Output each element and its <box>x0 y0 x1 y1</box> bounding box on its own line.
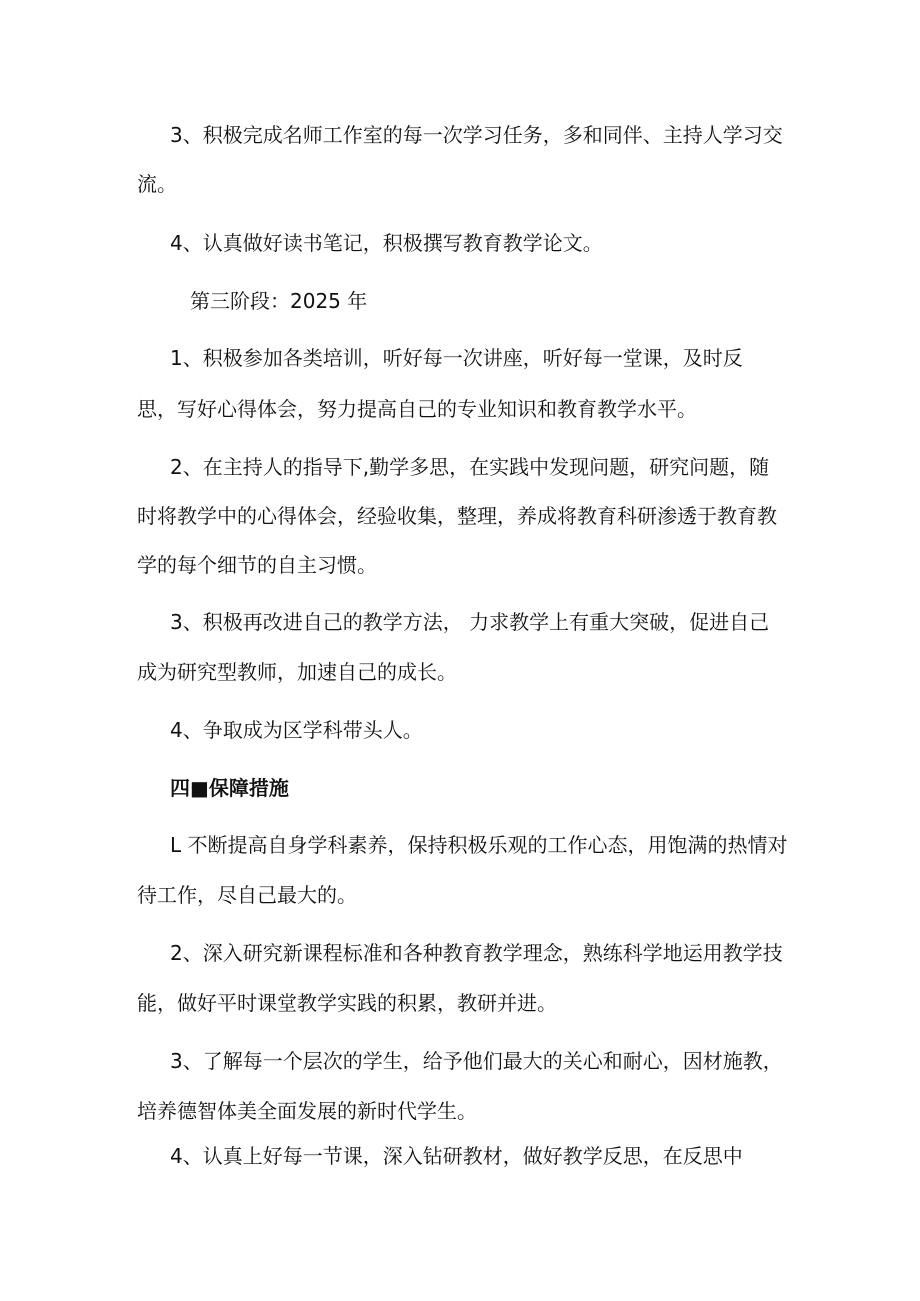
text-line: 3、积极完成名师工作室的每一次学习任务，多和同伴、主持人学习交 <box>170 123 783 147</box>
text-line: 思，写好心得体会，努力提高自己的专业知识和教育教学水平。 <box>137 397 697 421</box>
text-line: 3、了解每一个层次的学生，给予他们最大的关心和耐心，因材施教， <box>170 1049 783 1073</box>
text-line: 待工作，尽自己最大的。 <box>137 883 357 907</box>
text-line: 4、认真做好读书笔记，积极撰写教育教学论文。 <box>170 231 603 255</box>
text-line: 能，做好平时课堂教学实践的积累，教研并进。 <box>137 991 557 1015</box>
text-line: 3、积极再改进自己的教学方法， 力求教学上有重大突破，促进自己 <box>170 610 770 634</box>
text-line: 时将教学中的心得体会，经验收集，整理，养成将教育科研渗透于教育教 <box>137 504 777 528</box>
text-line: 4、认真上好每一节课，深入钻研教材，做好教学反思，在反思中 <box>170 1144 743 1168</box>
section-heading: 第三阶段：2025 年 <box>190 289 368 313</box>
text-line: 培养德智体美全面发展的新时代学生。 <box>137 1099 477 1123</box>
text-line: 1、积极参加各类培训，听好每一次讲座，听好每一堂课，及时反 <box>170 346 743 370</box>
text-line: 学的每个细节的自主习惯。 <box>137 553 377 577</box>
text-line: 成为研究型教师，加速自己的成长。 <box>137 660 457 684</box>
text-line: 流。 <box>137 172 177 196</box>
text-line: L 不断提高自身学科素养，保持积极乐观的工作心态，用饱满的热情对 <box>170 833 788 857</box>
section-heading: 四■保障措施 <box>170 776 289 800</box>
text-line: 2、深入研究新课程标准和各种教育教学理念，熟练科学地运用教学技 <box>170 941 783 965</box>
text-line: 4、争取成为区学科带头人。 <box>170 718 423 742</box>
text-line: 2、在主持人的指导下,勤学多思，在实践中发现问题，研究问题，随 <box>170 455 770 479</box>
